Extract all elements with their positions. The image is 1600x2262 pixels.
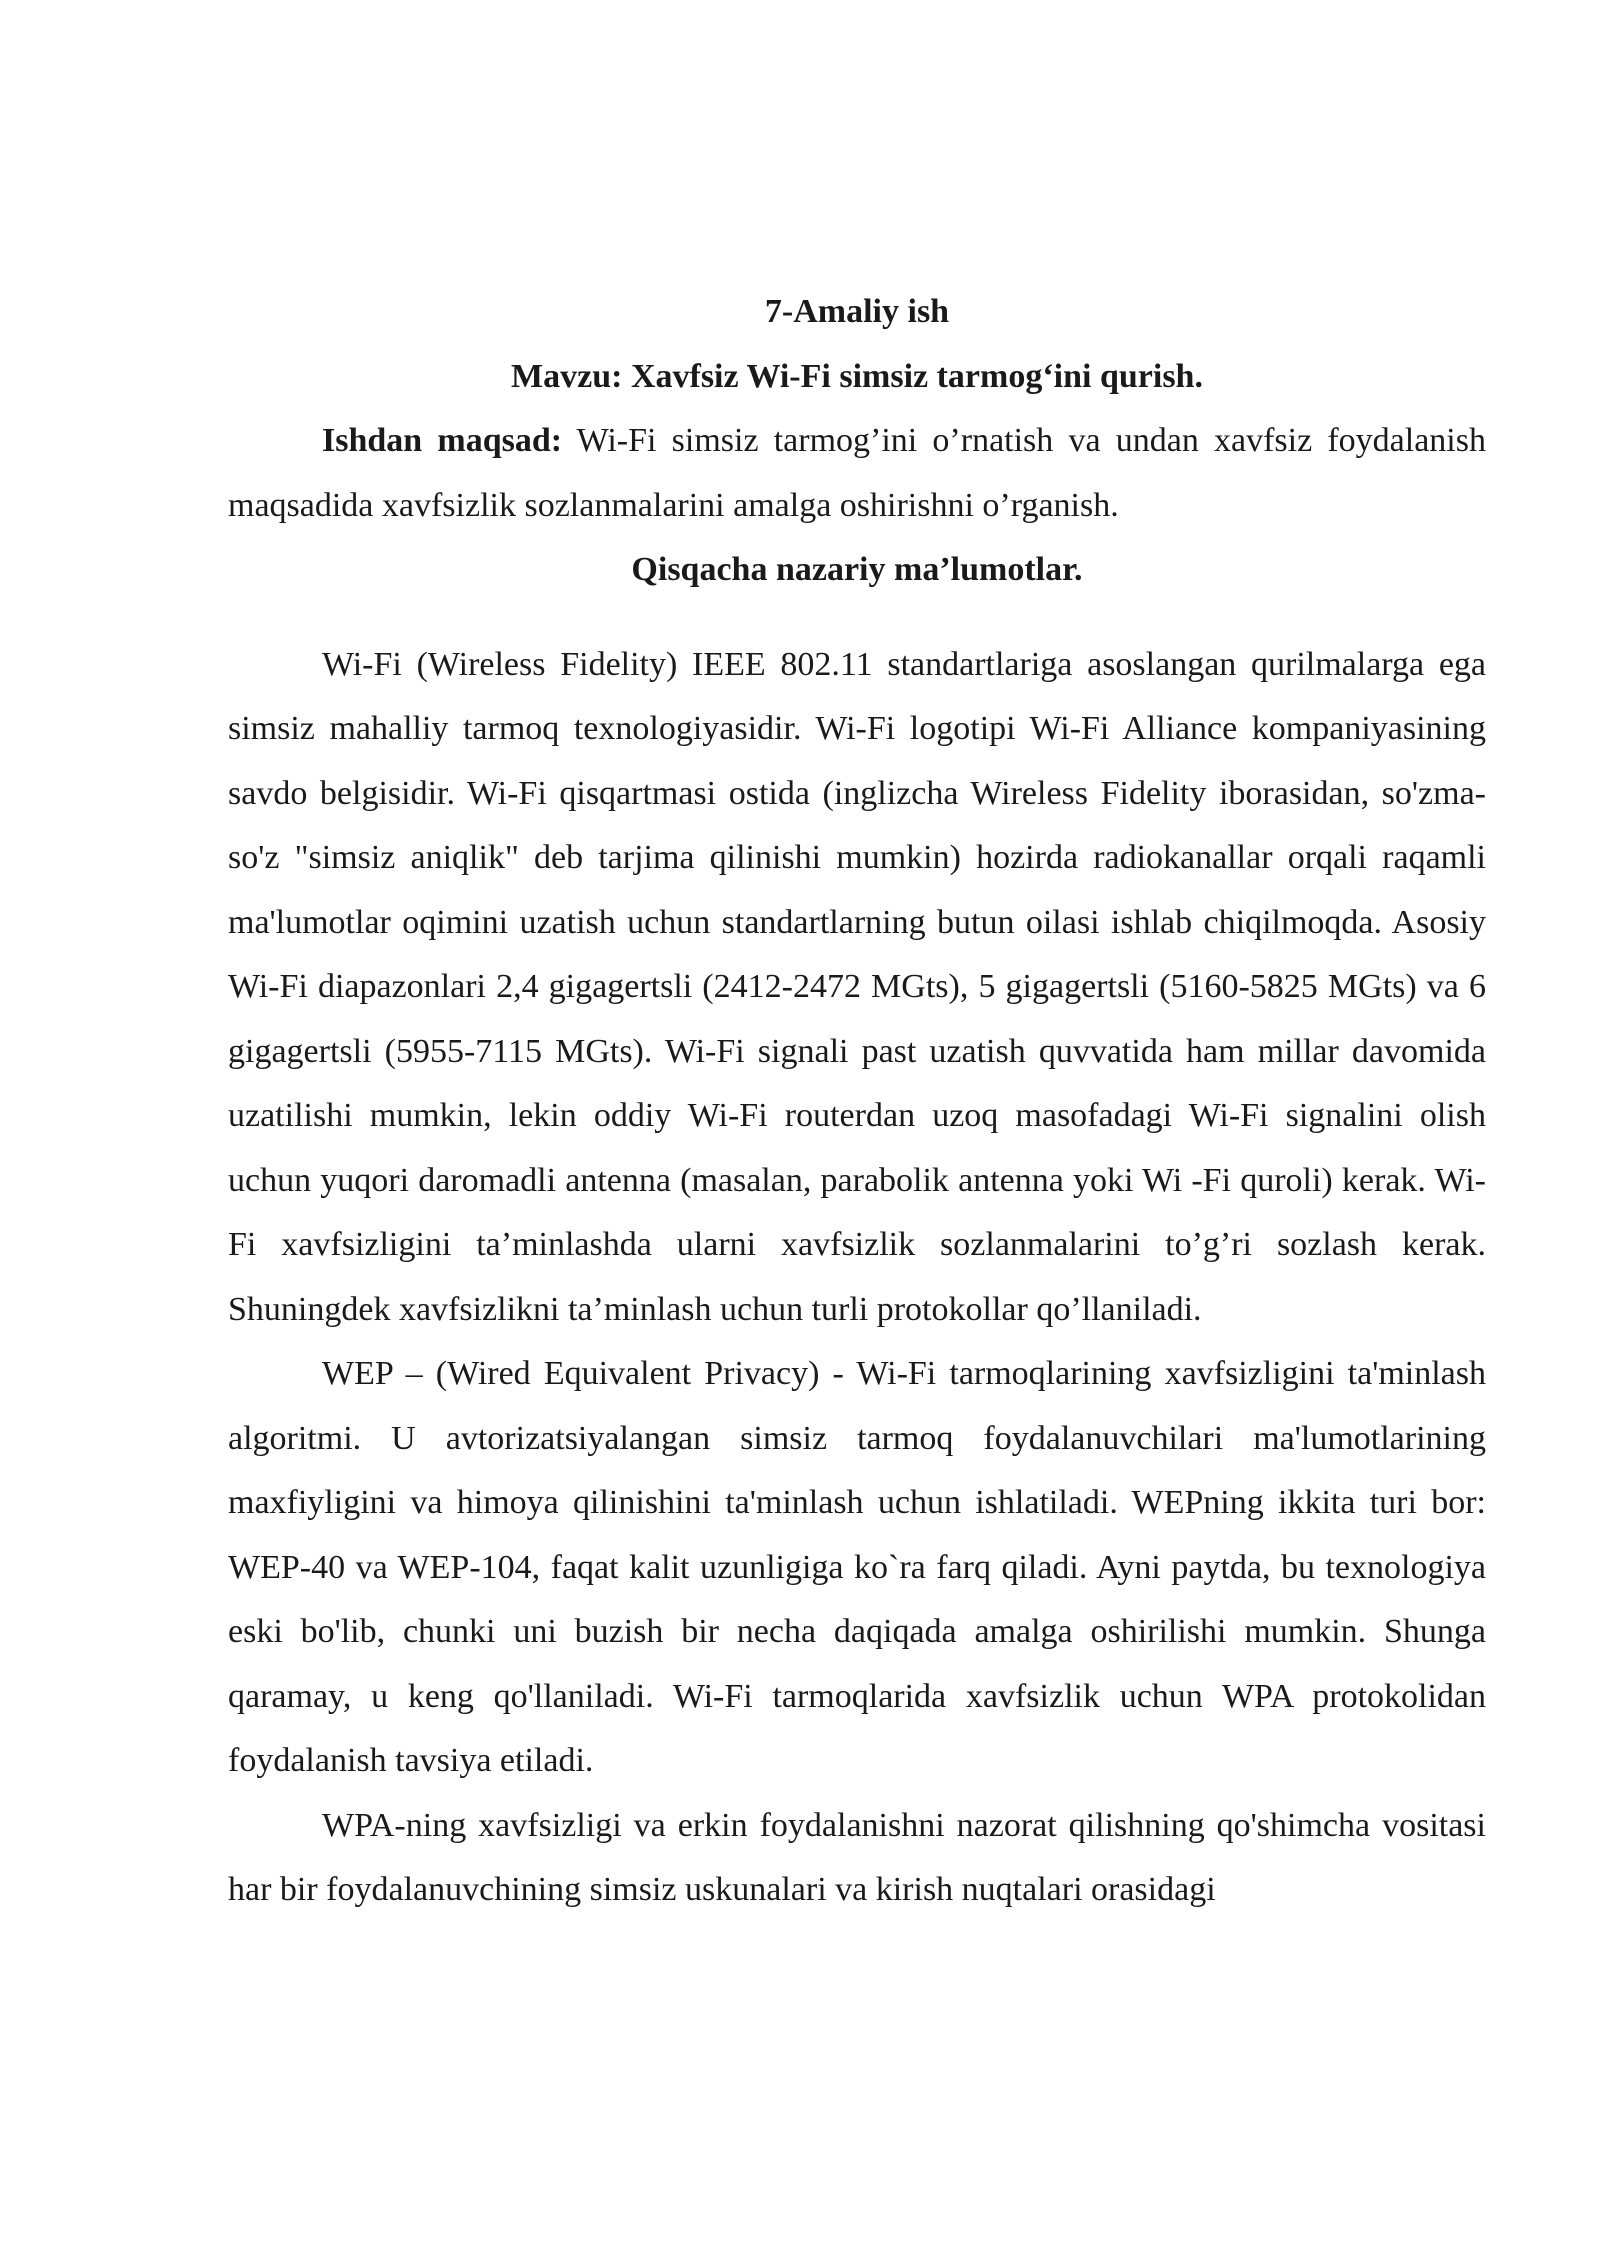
- section-title: Qisqacha nazariy ma’lumotlar.: [631, 551, 1083, 588]
- work-number-heading: 7-Amaliy ish: [764, 293, 950, 330]
- body-paragraph-wpa: WPA-ning xavfsizligi va erkin foydalanishni nazorat qilishning qo'shimcha vositasi har bir foydalanuvchining simsiz uskunalari va kirish nuqtalari orasidagi: [228, 1806, 1486, 1908]
- body-paragraph-wep: WEP – (Wired Equivalent Privacy) - Wi-Fi tarmoqlarining xavfsizligini ta'minlash algoritmi. U avtorizatsiyalangan simsiz tarmoq foydalanuvchilari ma'lumotlarining maxfiyligini va himoya qilinishini ta'minlash uchun ishlatiladi. WEPning ikkita turi bor: WEP-40 va WEP-104, faqat kalit uzunligiga ko`ra farq qiladi. Ayni paytda, bu texnologiya eski bo'lib, chunki uni buzish bir necha daqiqada amalga oshirilishi mumkin. Shunga qaramay, u keng qo'llaniladi. Wi-Fi tarmoqlarida xavfsizlik uchun WPA protokolidan foydalanish tavsiya etiladi.: [228, 1355, 1486, 1779]
- goal-text: Wi-Fi simsiz tarmog’ini o’rnatish va undan xavfsiz foydalanish maqsadida xavfsizlik sozlanmalarini amalga oshirishni o’rganish.: [228, 422, 1486, 524]
- goal-paragraph: [228, 409, 1486, 538]
- document-body: [228, 280, 1486, 1923]
- topic-heading: Mavzu: Xavfsiz Wi-Fi simsiz tarmog‘ini qurish.: [511, 357, 1203, 395]
- body-paragraph-wifi: Wi-Fi (Wireless Fidelity) IEEE 802.11 standartlariga asoslangan qurilmalarga ega simsiz mahalliy tarmoq texnologiyasidir. Wi-Fi logotipi Wi-Fi Alliance kompaniyasining savdo belgisidir. Wi-Fi qisqartmasi ostida (inglizcha Wireless Fidelity iborasidan, so'zma-so'z "simsiz aniqlik" deb tarjima qilinishi mumkin) hozirda radiokanallar orqali raqamli ma'lumotlar oqimini uzatish uchun standartlarning butun oilasi ishlab chiqilmoqda. Asosiy Wi-Fi diapazonlari 2,4 gigagertsli (2412-2472 MGts), 5 gigagertsli (5160-5825 MGts) va 6 gigagertsli (5955-7115 MGts). Wi-Fi signali past uzatish quvvatida ham millar davomida uzatilishi mumkin, lekin oddiy Wi-Fi routerdan uzoq masofadagi Wi-Fi signalini olish uchun yuqori daromadli antenna (masalan, parabolik antenna yoki Wi -Fi quroli) kerak. Wi-Fi xavfsizligini ta’minlashda ularni xavfsizlik sozlanmalarini to’g’ri sozlash kerak. Shuningdek xavfsizlikni ta’minlash uchun turli protokollar qo’llaniladi.: [228, 645, 1486, 1328]
- goal-label: Ishdan maqsad:: [322, 422, 563, 459]
